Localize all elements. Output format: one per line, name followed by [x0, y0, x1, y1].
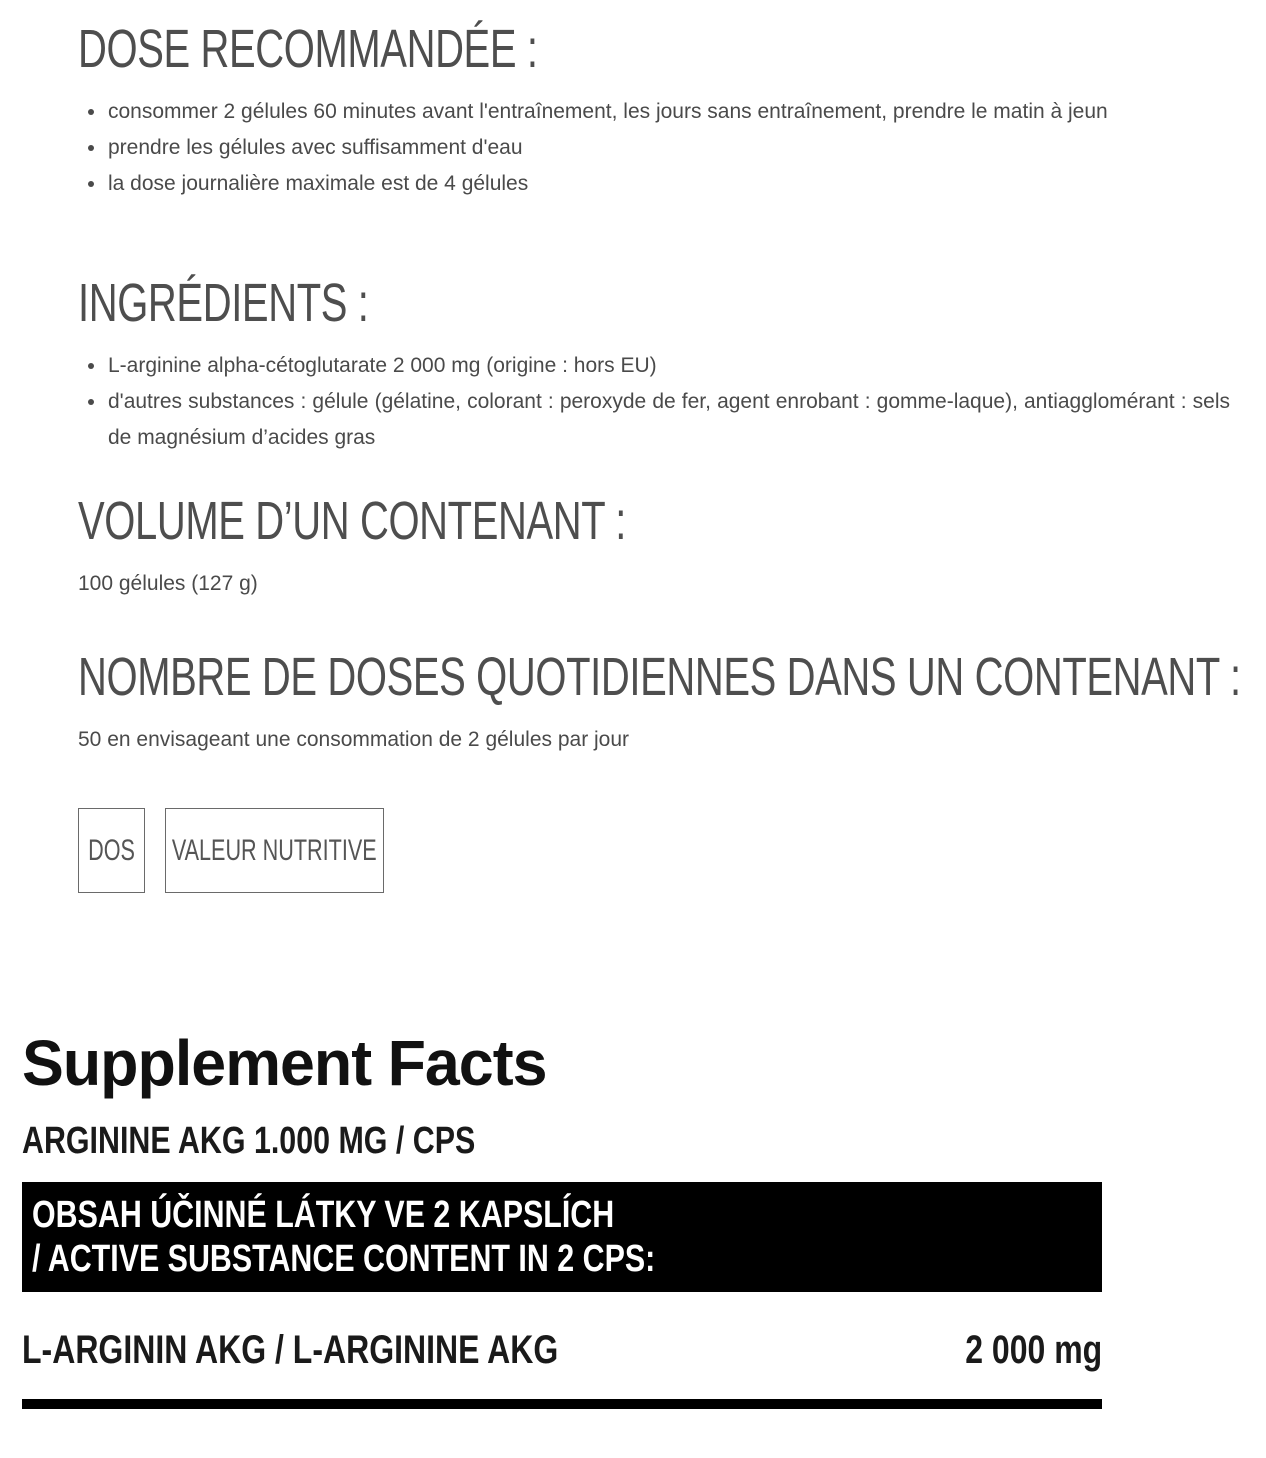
tab-nutrition-label: VALEUR NUTRITIVE [172, 833, 377, 867]
list-item: consommer 2 gélules 60 minutes avant l'entraînement, les jours sans entraînement, prendre le matin à jeun [108, 94, 1230, 130]
daily-doses-text: 50 en envisageant une consommation de 2 gélules par jour [78, 728, 630, 751]
dosage-heading: DOSE RECOMMANDÉE : [78, 19, 538, 79]
list-item: prendre les gélules avec suffisamment d'eau [108, 130, 1230, 166]
tab-dos[interactable] [78, 808, 145, 893]
daily-doses-heading: NOMBRE DE DOSES QUOTIDIENNES DANS UN CONTENANT : [78, 647, 1241, 707]
facts-header-bar [22, 1182, 1102, 1292]
facts-title: Supplement Facts [22, 1027, 547, 1099]
list-item: la dose journalière maximale est de 4 gélules [108, 166, 1230, 202]
tab-dos-label: DOS [88, 833, 135, 867]
facts-bar-line-2: / ACTIVE SUBSTANCE CONTENT IN 2 CPS: [32, 1238, 656, 1280]
volume-heading: VOLUME D’UN CONTENANT : [78, 491, 627, 551]
dosage-list [78, 94, 1230, 202]
facts-bar-line-1: OBSAH ÚČINNÉ LÁTKY VE 2 KAPSLÍCH [32, 1194, 615, 1236]
list-item: L-arginine alpha-cétoglutarate 2 000 mg (origine : hors EU) [108, 348, 1230, 384]
ingredients-list [78, 348, 1230, 456]
volume-text: 100 gélules (127 g) [78, 572, 258, 595]
facts-row-name: L-ARGININ AKG / L-ARGININE AKG [22, 1328, 559, 1372]
facts-subtitle: ARGININE AKG 1.000 MG / CPS [22, 1120, 476, 1162]
facts-row-value: 2 000 mg [965, 1328, 1102, 1372]
facts-divider [22, 1399, 1102, 1409]
supplement-facts-image [22, 1010, 1102, 1430]
ingredients-heading: INGRÉDIENTS : [78, 273, 369, 333]
tab-nutrition-value[interactable] [165, 808, 384, 893]
list-item: d'autres substances : gélule (gélatine, colorant : peroxyde de fer, agent enrobant : gomme-laque), antiagglomérant : sels de magnésium d’acides gras [108, 384, 1230, 456]
